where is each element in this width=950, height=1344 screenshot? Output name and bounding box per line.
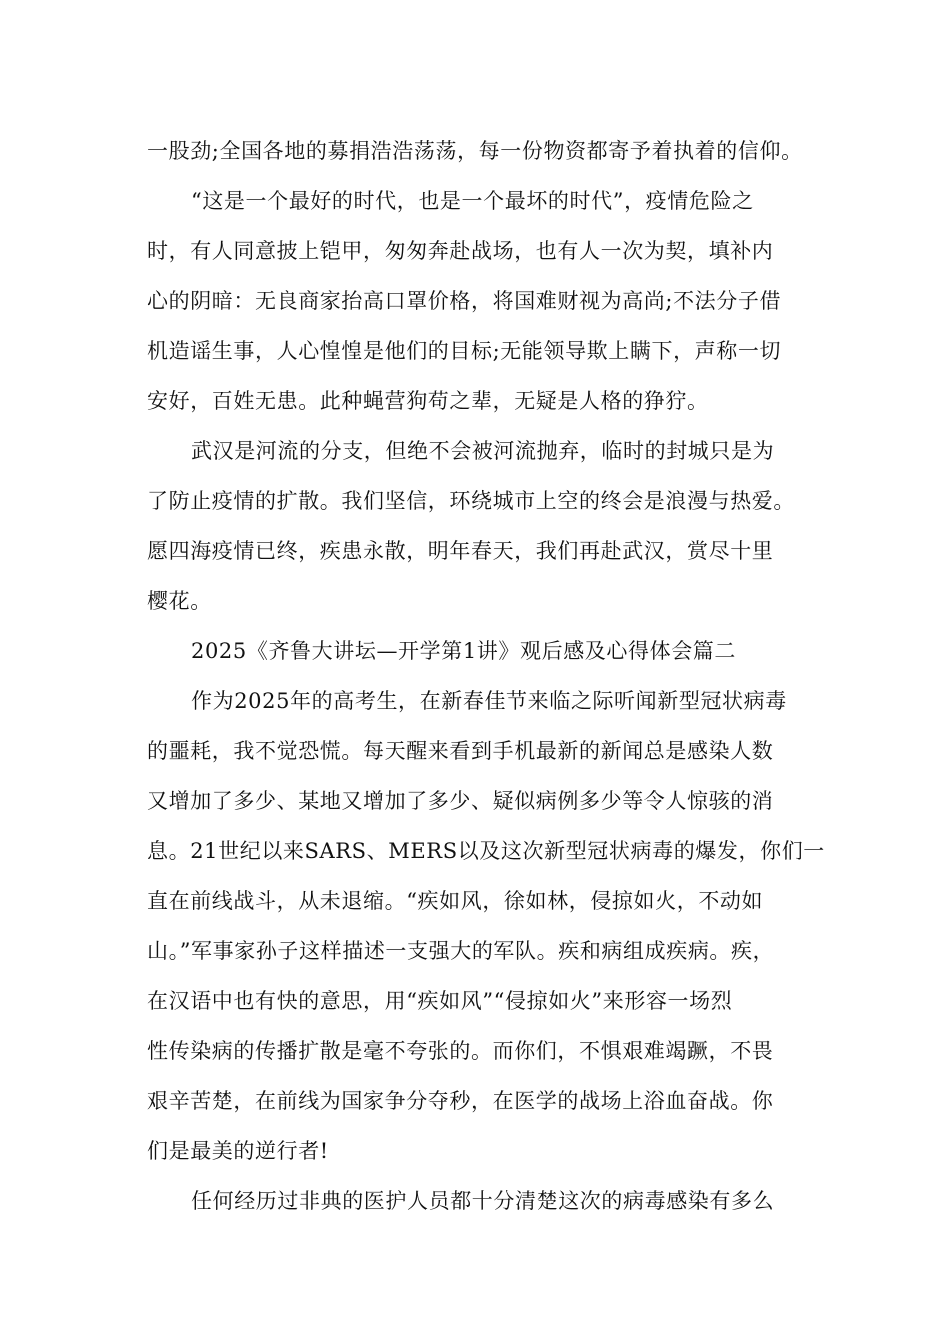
paragraph-line: 息。21世纪以来SARS、MERS以及这次新型冠状病毒的爆发，你们一 — [147, 839, 825, 863]
paragraph-line: 机造谣生事，人心惶惶是他们的目标;无能领导欺上瞒下，声称一切 — [147, 339, 782, 363]
paragraph-line: 的噩耗，我不觉恐慌。每天醒来看到手机最新的新闻总是感染人数 — [147, 739, 774, 763]
paragraph-line: 心的阴暗：无良商家抬高口罩价格，将国难财视为高尚;不法分子借 — [147, 289, 782, 313]
paragraph-line: 愿四海疫情已终，疾患永散，明年春天，我们再赴武汉，赏尽十里 — [147, 539, 774, 563]
paragraph-line: 们是最美的逆行者! — [147, 1139, 329, 1163]
paragraph-line: 时，有人同意披上铠甲，匆匆奔赴战场，也有人一次为契，填补内 — [147, 239, 774, 263]
paragraph-line: 性传染病的传播扩散是毫不夸张的。而你们，不惧艰难竭蹶，不畏 — [147, 1039, 774, 1063]
paragraph-line: 樱花。 — [147, 589, 212, 613]
paragraph-line: 直在前线战斗，从未退缩。“疾如风，徐如林，侵掠如火，不动如 — [147, 889, 764, 913]
section-heading: 2025《齐鲁大讲坛—开学第1讲》观后感及心得体会篇二 — [191, 639, 737, 663]
paragraph-line: 了防止疫情的扩散。我们坚信，环绕城市上空的终会是浪漫与热爱。 — [147, 489, 795, 513]
paragraph-line: 一股劲;全国各地的募捐浩浩荡荡，每一份物资都寄予着执着的信仰。 — [147, 139, 803, 163]
paragraph-line: “这是一个最好的时代，也是一个最坏的时代”，疫情危险之 — [191, 189, 754, 213]
paragraph-line: 山。”军事家孙子这样描述一支强大的军队。疾和病组成疾病。疾， — [147, 939, 775, 963]
paragraph-line: 任何经历过非典的医护人员都十分清楚这次的病毒感染有多么 — [191, 1189, 775, 1213]
paragraph-line: 在汉语中也有快的意思，用“疾如风”“侵掠如火”来形容一场烈 — [147, 989, 733, 1013]
paragraph-line: 艰辛苦楚，在前线为国家争分夺秒，在医学的战场上浴血奋战。你 — [147, 1089, 774, 1113]
paragraph-line: 安好，百姓无患。此种蝇营狗苟之辈，无疑是人格的狰狞。 — [147, 389, 709, 413]
paragraph-line: 作为2025年的高考生，在新春佳节来临之际听闻新型冠状病毒 — [191, 689, 787, 713]
paragraph-line: 又增加了多少、某地又增加了多少、疑似病例多少等令人惊骇的消 — [147, 789, 774, 813]
paragraph-line: 武汉是河流的分支，但绝不会被河流抛弃，临时的封城只是为 — [191, 439, 775, 463]
